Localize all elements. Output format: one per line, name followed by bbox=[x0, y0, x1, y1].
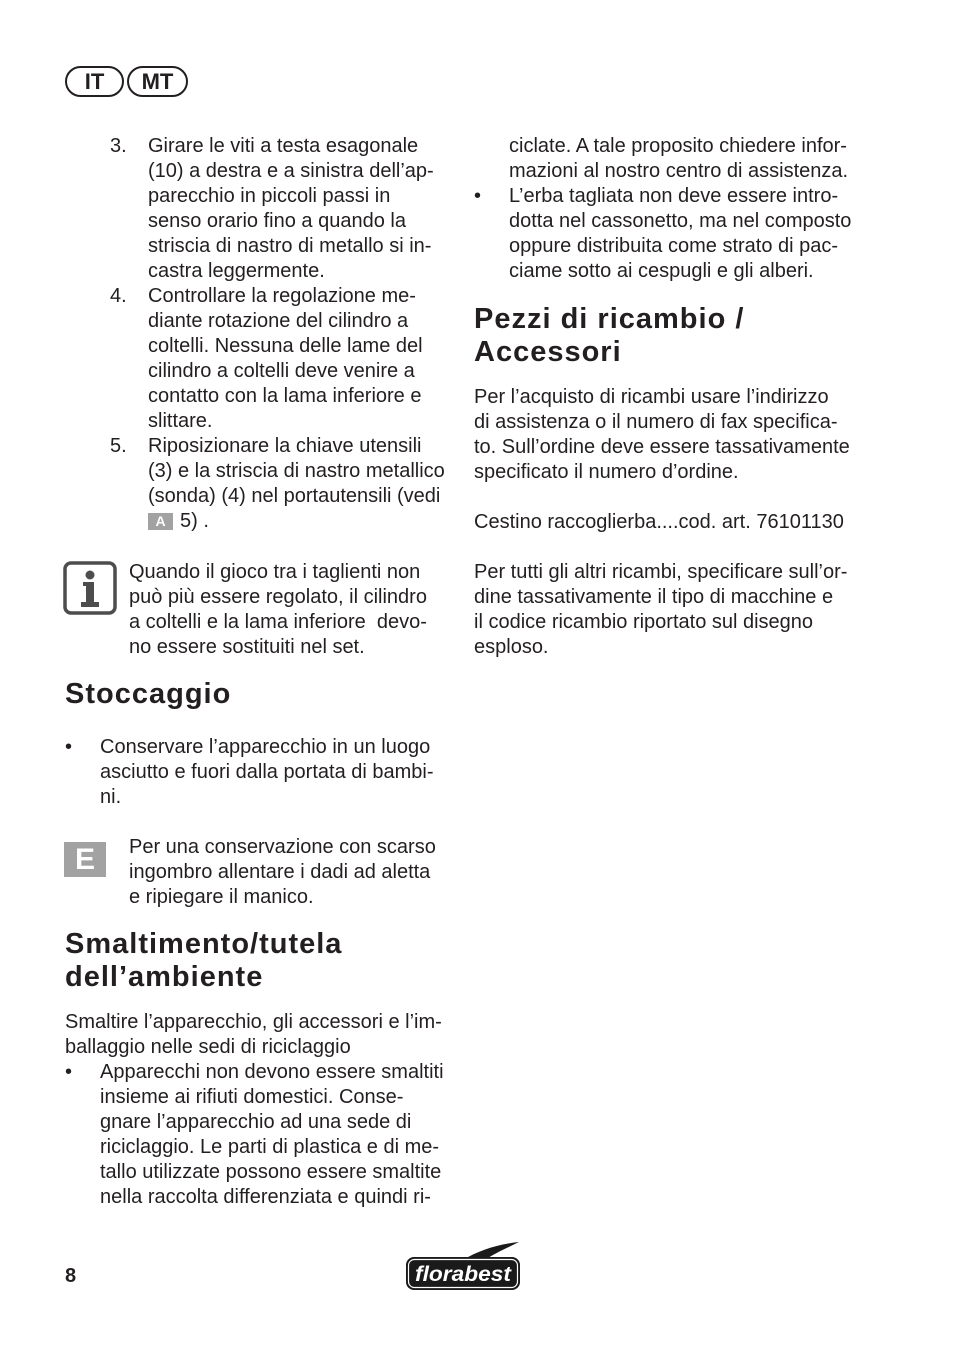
paragraph-line: dine tassativamente il tipo di macchine e bbox=[474, 586, 834, 608]
heading-line: Smaltimento/tutela bbox=[65, 928, 343, 960]
paragraph-line: Per tutti gli altri ricambi, specificare sull’or- bbox=[474, 561, 848, 583]
figure-reference-line bbox=[148, 509, 455, 534]
bullet-text bbox=[100, 1060, 444, 1210]
heading-line: dell’ambiente bbox=[65, 961, 264, 993]
bullet-glyph: • bbox=[474, 185, 482, 207]
paragraph-line: to. Sull’ordine deve essere tassativamente bbox=[474, 436, 850, 458]
bullet-text-line: riciclaggio. Le parti di plastica e di me- bbox=[100, 1136, 440, 1158]
bullet-text-line: L’erba tagliata non deve essere intro- bbox=[509, 185, 839, 207]
tip-line: ingombro allentare i dadi ad aletta bbox=[129, 861, 431, 883]
step-text-line: coltelli. Nessuna delle lame del bbox=[148, 335, 423, 357]
disposal-bullet-2 bbox=[474, 184, 851, 284]
step-text-line: castra leggermente. bbox=[148, 260, 325, 282]
bullet-text-line: ciame sotto ai cespugli e gli alberi. bbox=[509, 260, 814, 282]
bullet-text-line: Conservare l’apparecchio in un luogo bbox=[100, 736, 431, 758]
step-text-line: striscia di nastro di metallo si in- bbox=[148, 235, 432, 257]
step-text bbox=[148, 434, 455, 534]
step-text-line: (sonda) (4) nel portautensili (vedi bbox=[148, 485, 441, 507]
bullet-text bbox=[509, 184, 851, 284]
step-number: 4. bbox=[110, 285, 127, 307]
spare-parts-heading bbox=[474, 303, 744, 369]
bullet-text-line: gnare l’apparecchio ad una sede di bbox=[100, 1111, 412, 1133]
info-note-line: no essere sostituiti nel set. bbox=[129, 636, 365, 658]
bullet-text-line: ni. bbox=[100, 786, 122, 808]
bullet-glyph: • bbox=[65, 1061, 73, 1083]
step-text-line: (3) e la striscia di nastro metallico bbox=[148, 460, 445, 482]
bullet-text-line: mazioni al nostro centro di assistenza. bbox=[509, 160, 849, 182]
step-text bbox=[148, 284, 455, 434]
step-text-line: senso orario fino a quando la bbox=[148, 210, 406, 232]
tip-line: Per una conservazione con scarso bbox=[129, 836, 436, 858]
storage-heading: Stoccaggio bbox=[65, 678, 232, 710]
paragraph-line: esploso. bbox=[474, 636, 549, 658]
heading-line: Pezzi di ricambio / bbox=[474, 303, 745, 335]
language-badge-mt: MT bbox=[127, 66, 188, 97]
paragraph-line: ballaggio nelle sedi di riciclaggio bbox=[65, 1036, 351, 1058]
page-number: 8 bbox=[65, 1265, 77, 1287]
spare-parts-order-paragraph bbox=[474, 385, 850, 485]
bullet-text bbox=[100, 735, 434, 810]
paragraph-line: Smaltire l’apparecchio, gli accessori e l’im- bbox=[65, 1011, 442, 1033]
step-number: 3. bbox=[110, 135, 127, 157]
info-note-line: può più essere regolato, il cilindro bbox=[129, 586, 427, 608]
step-text-line: slittare. bbox=[148, 410, 213, 432]
florabest-logo bbox=[403, 1241, 523, 1293]
figure-badge: A bbox=[148, 513, 173, 530]
spare-parts-other-paragraph bbox=[474, 560, 847, 660]
step-number: 5. bbox=[110, 435, 127, 457]
step-text-line: Girare le viti a testa esagonale bbox=[148, 135, 419, 157]
info-note-text bbox=[129, 560, 427, 660]
tip-line: e ripiegare il manico. bbox=[129, 886, 314, 908]
info-icon bbox=[62, 560, 118, 616]
storage-bullet bbox=[65, 735, 434, 810]
step-text-line: diante rotazione del cilindro a bbox=[148, 310, 409, 332]
disposal-heading bbox=[65, 928, 342, 994]
bullet-text-line: tallo utilizzate possono essere smaltite bbox=[100, 1161, 442, 1183]
step-text-line: (10) a destra e a sinistra dell’ap- bbox=[148, 160, 434, 182]
step-text-line: cilindro a coltelli deve venire a bbox=[148, 360, 415, 382]
info-note-line: a coltelli e la lama inferiore devo- bbox=[129, 611, 427, 633]
disposal-bullet-1 bbox=[65, 1060, 444, 1210]
step-3 bbox=[110, 134, 455, 284]
step-text bbox=[148, 134, 455, 284]
step-text-line: Riposizionare la chiave utensili bbox=[148, 435, 422, 457]
paragraph-line: Per l’acquisto di ricambi usare l’indirizzo bbox=[474, 386, 829, 408]
bullet-text-line: asciutto e fuori dalla portata di bambi- bbox=[100, 761, 434, 783]
bullet-text-line: oppure distribuita come strato di pac- bbox=[509, 235, 839, 257]
spare-part-basket-item: Cestino raccoglierba....cod. art. 76101130 bbox=[474, 511, 844, 533]
info-note-line: Quando il gioco tra i taglienti non bbox=[129, 561, 421, 583]
heading-line: Accessori bbox=[474, 336, 622, 368]
step-text-line: Controllare la regolazione me- bbox=[148, 285, 416, 307]
bullet-text-line: insieme ai rifiuti domestici. Conse- bbox=[100, 1086, 404, 1108]
bullet-text-line: nella raccolta differenziata e quindi ri- bbox=[100, 1186, 431, 1208]
paragraph-line: il codice ricambio riportato sul disegno bbox=[474, 611, 814, 633]
paragraph-line: specificato il numero d’ordine. bbox=[474, 461, 739, 483]
disposal-bullet-1-continued bbox=[509, 134, 848, 184]
disposal-intro bbox=[65, 1010, 442, 1060]
step-text-line: contatto con la lama inferiore e bbox=[148, 385, 422, 407]
bullet-text-line: ciclate. A tale proposito chiedere infor- bbox=[509, 135, 847, 157]
paragraph-line: di assistenza o il numero di fax specifica- bbox=[474, 411, 838, 433]
step-4 bbox=[110, 284, 455, 434]
adjustment-steps bbox=[110, 134, 455, 534]
storage-tip-text bbox=[129, 835, 436, 910]
figure-reference: 5) . bbox=[180, 510, 209, 532]
logo-text: florabest bbox=[415, 1263, 513, 1286]
step-text-line: parecchio in piccoli passi in bbox=[148, 185, 391, 207]
bullet-text-line: dotta nel cassonetto, ma nel composto bbox=[509, 210, 852, 232]
step-5 bbox=[110, 434, 455, 534]
tip-badge: E bbox=[64, 842, 106, 877]
language-badge-it: IT bbox=[65, 66, 124, 97]
bullet-text-line: Apparecchi non devono essere smaltiti bbox=[100, 1061, 444, 1083]
bullet-glyph: • bbox=[65, 736, 73, 758]
